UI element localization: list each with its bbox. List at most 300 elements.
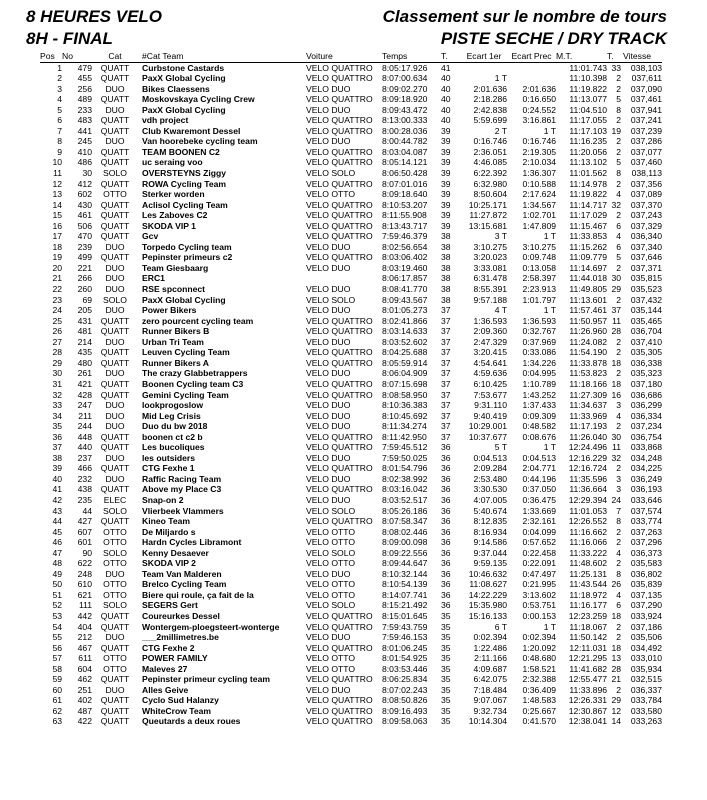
cell-laps: 37 [441, 400, 451, 411]
cell-cat: QUATT [100, 389, 130, 400]
cell-no: 233 [77, 104, 92, 115]
cell-speed: 036,686 [630, 389, 662, 400]
cell-best-lap: 11:14.697 [569, 262, 607, 273]
table-row [40, 337, 662, 348]
ranking-title: Classement sur le nombre de tours [382, 7, 667, 26]
cell-no: 622 [77, 558, 92, 569]
cell-best-lap: 11:14.978 [569, 178, 607, 189]
cell-speed: 035,583 [630, 558, 662, 569]
cell-best-lap-no: 2 [616, 632, 621, 643]
table-row [40, 611, 662, 622]
cell-best-lap-no: 4 [616, 410, 621, 421]
cell-best-lap: 12:21.295 [568, 653, 607, 664]
cell-no: 480 [77, 357, 92, 368]
cell-speed: 033,924 [630, 610, 662, 621]
cell-laps: 38 [441, 294, 451, 305]
cell-speed: 037,243 [630, 210, 662, 221]
cell-cat: QUATT [100, 231, 130, 242]
cell-temps: 7:59:45.512 [382, 442, 428, 453]
cell-best-lap: 11:33.853 [569, 231, 607, 242]
cell-gap-prev: 1:20.092 [522, 642, 556, 653]
cell-pos: 36 [52, 431, 62, 442]
cell-no: 248 [77, 568, 92, 579]
cell-laps: 37 [441, 315, 451, 326]
table-row [40, 400, 662, 411]
cell-best-lap-no: 3 [616, 400, 621, 411]
cell-voiture: VELO OTTO [306, 558, 356, 569]
cell-no: 499 [77, 252, 92, 263]
cell-voiture: VELO QUATTRO [306, 94, 373, 105]
cell-speed: 036,193 [630, 484, 662, 495]
cell-speed: 037,234 [630, 421, 662, 432]
cell-no: 462 [77, 674, 92, 685]
table-row [40, 706, 662, 717]
cell-no: 260 [77, 284, 92, 295]
cell-speed: 036,704 [630, 326, 662, 337]
cell-temps: 8:01:05.273 [382, 305, 428, 316]
cell-best-lap-no: 28 [611, 326, 621, 337]
cell-laps: 39 [441, 125, 451, 136]
cell-team: POWER FAMILY [142, 653, 208, 664]
cell-cat: QUATT [100, 199, 130, 210]
cell-best-lap: 11:25.131 [569, 568, 607, 579]
cell-voiture: VELO DUO [306, 336, 351, 347]
cell-best-lap-no: 4 [616, 189, 621, 200]
cell-team: Club Kwaremont Dessel [142, 125, 241, 136]
cell-speed: 035,815 [630, 273, 662, 284]
cell-team: CTG Fexhe 2 [142, 642, 195, 653]
cell-cat: DUO [105, 452, 125, 463]
cell-gap-first: 4:09.687 [473, 663, 507, 674]
table-row [40, 716, 662, 727]
table-row [40, 316, 662, 327]
cell-voiture: VELO QUATTRO [306, 73, 373, 84]
cell-best-lap: 11:43.544 [569, 579, 607, 590]
table-row [40, 326, 662, 337]
table-row [40, 695, 662, 706]
table-row [40, 558, 662, 569]
cell-voiture: VELO QUATTRO [306, 210, 373, 221]
cell-temps: 8:10:53.207 [382, 199, 428, 210]
cell-temps: 8:09:43.472 [382, 104, 428, 115]
cell-team: Maleves 27 [142, 663, 188, 674]
cell-speed: 038,113 [631, 168, 662, 179]
table-row [40, 600, 662, 611]
cell-best-lap-no: 4 [616, 589, 621, 600]
cell-voiture: VELO QUATTRO [306, 220, 373, 231]
cell-gap-prev: 0:09.309 [522, 410, 556, 421]
cell-best-lap: 11:53.823 [569, 368, 607, 379]
cell-pos: 16 [52, 220, 62, 231]
cell-temps: 8:15:21.492 [382, 600, 428, 611]
cell-pos: 9 [57, 146, 62, 157]
cell-gap-first: 3:20.415 [473, 347, 507, 358]
cell-gap-prev: 1:34.226 [522, 357, 556, 368]
cell-cat: QUATT [100, 463, 130, 474]
cell-team: Duo du bw 2018 [142, 421, 208, 432]
col-header-voiture: Voiture [306, 51, 333, 61]
cell-gap-first: 8:12.835 [473, 516, 507, 527]
cell-gap-first: 2 T [494, 125, 507, 136]
cell-voiture: VELO DUO [306, 136, 351, 147]
table-row [40, 653, 662, 664]
cell-team: The crazy Glabbetrappers [142, 368, 248, 379]
cell-voiture: VELO OTTO [306, 189, 356, 200]
cell-speed: 033,774 [630, 516, 662, 527]
cell-gap-prev [507, 62, 556, 73]
cell-voiture: VELO DUO [306, 452, 351, 463]
cell-cat: DUO [105, 305, 125, 316]
cell-laps: 38 [441, 273, 451, 284]
cell-no: 487 [77, 705, 92, 716]
cell-best-lap-no: 14 [611, 716, 621, 727]
cell-gap-first: 8:50.604 [473, 189, 507, 200]
cell-pos: 44 [52, 516, 62, 527]
cell-no: 237 [77, 452, 92, 463]
cell-voiture: VELO DUO [306, 632, 351, 643]
cell-voiture: VELO OTTO [306, 537, 356, 548]
cell-gap-prev: 0:41.570 [522, 716, 556, 727]
cell-gap-first: 8:16.934 [473, 526, 507, 537]
cell-voiture: VELO DUO [306, 421, 351, 432]
cell-temps: 8:02:41.866 [382, 315, 428, 326]
cell-laps: 35 [441, 705, 451, 716]
cell-no: 221 [77, 262, 92, 273]
cell-temps: 8:01:54.925 [382, 653, 428, 664]
cell-voiture: VELO QUATTRO [306, 389, 373, 400]
cell-no: 489 [77, 94, 92, 105]
cell-gap-prev: 0:48.582 [522, 421, 556, 432]
cell-best-lap: 11:16.662 [569, 526, 607, 537]
cell-laps: 38 [441, 284, 451, 295]
cell-best-lap-no: 6 [616, 600, 621, 611]
cell-voiture: VELO DUO [306, 410, 351, 421]
cell-gap-first: 10:29.001 [468, 421, 507, 432]
cell-best-lap-no: 8 [616, 104, 621, 115]
cell-pos: 55 [52, 632, 62, 643]
cell-pos: 4 [57, 94, 62, 105]
table-row [40, 200, 662, 211]
cell-speed: 033,784 [630, 695, 662, 706]
cell-pos: 52 [52, 600, 62, 611]
cell-voiture: VELO QUATTRO [306, 252, 373, 263]
cell-laps: 35 [441, 663, 451, 674]
table-row [40, 474, 662, 485]
cell-voiture: VELO QUATTRO [306, 621, 373, 632]
cell-laps: 40 [441, 94, 451, 105]
cell-no: 441 [77, 125, 92, 136]
col-header-speed: Vitesse [623, 51, 652, 61]
cell-cat: QUATT [100, 716, 130, 727]
cell-speed: 037,941 [630, 104, 662, 115]
cell-team: Vlierbeek Vlammers [142, 505, 224, 516]
cell-best-lap: 12:16.724 [568, 463, 607, 474]
cell-no: 247 [77, 400, 92, 411]
cell-speed: 037,371 [630, 262, 662, 273]
cell-team: Above my Place C3 [142, 484, 222, 495]
cell-best-lap-no: 2 [616, 368, 621, 379]
cell-voiture: VELO QUATTRO [306, 347, 373, 358]
cell-gap-prev: 0:21.995 [522, 579, 556, 590]
cell-temps: 8:10:45.692 [382, 410, 428, 421]
cell-best-lap: 11:10.398 [569, 73, 607, 84]
cell-no: 621 [77, 589, 92, 600]
cell-gap-prev: 1 T [543, 125, 556, 136]
cell-no: 455 [77, 73, 92, 84]
table-row [40, 273, 662, 284]
cell-voiture: VELO DUO [306, 241, 351, 252]
cell-best-lap-no: 8 [616, 168, 621, 179]
cell-gap-prev: 0:16.746 [522, 136, 556, 147]
cell-gap-first: 6:22.392 [473, 168, 507, 179]
table-row [40, 284, 662, 295]
cell-speed: 037,611 [631, 73, 662, 84]
cell-cat: DUO [105, 684, 125, 695]
cell-no: 604 [77, 663, 92, 674]
cell-cat: OTTO [103, 189, 127, 200]
cell-voiture: VELO QUATTRO [306, 695, 373, 706]
table-row [40, 136, 662, 147]
cell-speed: 037,089 [630, 189, 662, 200]
cell-pos: 63 [52, 716, 62, 727]
cell-pos: 41 [52, 484, 62, 495]
cell-no: 239 [77, 241, 92, 252]
cell-laps: 39 [441, 136, 451, 147]
cell-pos: 23 [52, 294, 62, 305]
cell-gap-first: 7:53.677 [473, 389, 507, 400]
event-title: 8 HEURES VELO [26, 7, 163, 26]
cell-temps: 8:03:52.517 [382, 494, 428, 505]
cell-speed: 036,340 [630, 231, 662, 242]
cell-speed: 037,646 [630, 252, 662, 263]
cell-team: PaxX Global Cycling [142, 104, 226, 115]
cell-voiture: VELO OTTO [306, 589, 356, 600]
cell-voiture: VELO QUATTRO [306, 231, 373, 242]
cell-voiture: VELO DUO [306, 494, 351, 505]
cell-speed: 036,802 [630, 568, 662, 579]
cell-best-lap-no: 2 [616, 463, 621, 474]
cell-best-lap: 11:18.166 [569, 378, 607, 389]
table-row [40, 358, 662, 369]
cell-cat: QUATT [100, 347, 130, 358]
table-row [40, 147, 662, 158]
cell-best-lap-no: 32 [611, 452, 621, 463]
cell-no: 212 [77, 632, 92, 643]
cell-laps: 36 [441, 442, 451, 453]
cell-best-lap-no: 2 [616, 178, 621, 189]
cell-best-lap-no: 2 [616, 336, 621, 347]
cell-voiture: VELO DUO [306, 684, 351, 695]
cell-voiture: VELO OTTO [306, 579, 356, 590]
table-row [40, 442, 662, 453]
cell-best-lap-no: 11 [612, 442, 621, 453]
cell-gap-first: 5 T [494, 442, 507, 453]
cell-best-lap-no: 16 [611, 389, 621, 400]
cell-team: WhiteCrow Team [142, 705, 212, 716]
cell-temps: 8:02:38.992 [382, 473, 428, 484]
cell-speed: 035,305 [630, 347, 662, 358]
cell-team: vdh project [142, 115, 189, 126]
cell-team: De Miljardo s [142, 526, 196, 537]
cell-no: 440 [77, 442, 92, 453]
cell-pos: 7 [57, 125, 62, 136]
cell-voiture: VELO SOLO [306, 505, 356, 516]
table-row [40, 157, 662, 168]
cell-gap-first: 3:10.275 [473, 241, 507, 252]
cell-temps: 8:09:18.920 [382, 94, 428, 105]
cell-cat: QUATT [100, 62, 130, 73]
cell-best-lap: 11:50.957 [569, 315, 607, 326]
cell-temps: 8:02:56.654 [382, 241, 428, 252]
cell-gap-prev: 1:34.567 [522, 199, 556, 210]
cell-laps: 35 [441, 684, 451, 695]
cell-gap-first: 3:20.023 [473, 252, 507, 263]
cell-pos: 14 [52, 199, 62, 210]
cell-team: Gcv [142, 231, 159, 242]
cell-gap-prev: 2:32.161 [522, 516, 556, 527]
cell-best-lap-no: 2 [616, 558, 621, 569]
cell-cat: QUATT [100, 125, 130, 136]
table-row [40, 495, 662, 506]
cell-gap-prev: 0:22.458 [522, 547, 556, 558]
cell-pos: 3 [57, 83, 62, 94]
cell-laps: 36 [441, 558, 451, 569]
cell-team: TEAM BOONEN C2 [142, 146, 220, 157]
cell-cat: DUO [105, 568, 125, 579]
cell-best-lap-no: 2 [616, 526, 621, 537]
cell-no: 461 [77, 210, 92, 221]
cell-gap-first: 3:33.081 [473, 262, 507, 273]
cell-voiture: VELO QUATTRO [306, 146, 373, 157]
cell-temps: 8:06:04.909 [382, 368, 428, 379]
cell-best-lap-no: 5 [616, 252, 621, 263]
table-row [40, 484, 662, 495]
cell-best-lap: 11:15.467 [569, 220, 607, 231]
cell-gap-prev: 2:58.397 [522, 273, 556, 284]
cell-team: Coureurkes Dessel [142, 610, 220, 621]
cell-voiture: VELO QUATTRO [306, 199, 373, 210]
cell-pos: 18 [52, 241, 62, 252]
cell-gap-first: 11:27.872 [469, 210, 507, 221]
cell-pos: 42 [52, 494, 62, 505]
cell-temps: 8:05:26.186 [382, 505, 428, 516]
cell-laps: 37 [441, 389, 451, 400]
cell-gap-first: 7:18.484 [473, 684, 507, 695]
table-row [40, 463, 662, 474]
cell-gap-prev: 0:47.497 [522, 568, 556, 579]
table-row [40, 569, 662, 580]
cell-pos: 59 [52, 674, 62, 685]
table-row [40, 84, 662, 95]
cell-cat: OTTO [103, 653, 127, 664]
cell-temps: 8:15:01.645 [382, 610, 428, 621]
cell-temps: 8:08:58.950 [382, 389, 428, 400]
cell-no: 611 [78, 653, 92, 664]
cell-laps: 41 [441, 62, 451, 73]
cell-speed: 037,286 [630, 136, 662, 147]
cell-best-lap-no: 2 [616, 73, 621, 84]
cell-best-lap-no: 6 [616, 241, 621, 252]
cell-best-lap-no: 8 [616, 516, 621, 527]
cell-cat: QUATT [100, 674, 130, 685]
cell-no: 256 [77, 83, 92, 94]
cell-laps: 36 [441, 494, 451, 505]
table-row [40, 73, 662, 84]
cell-gap-first: 10:14.304 [468, 716, 507, 727]
cell-gap-first: 6:32.980 [473, 178, 507, 189]
col-header-gap-prev: Ecart Prec [511, 51, 552, 61]
cell-gap-prev: 1 T [543, 231, 556, 242]
cell-best-lap: 11:27.309 [569, 389, 607, 400]
cell-team: Gemini Cycling Team [142, 389, 229, 400]
cell-speed: 036,334 [630, 410, 662, 421]
cell-temps: 8:03:52.602 [382, 336, 428, 347]
cell-cat: DUO [105, 410, 125, 421]
cell-speed: 037,432 [630, 294, 662, 305]
table-row [40, 432, 662, 443]
table-row [40, 105, 662, 116]
cell-cat: OTTO [103, 579, 127, 590]
cell-team: Bikes Claessens [142, 83, 210, 94]
table-row [40, 368, 662, 379]
table-row [40, 263, 662, 274]
cell-no: 448 [77, 431, 92, 442]
cell-gap-prev: 1:02.701 [522, 210, 556, 221]
cell-voiture: VELO DUO [306, 368, 351, 379]
cell-best-lap: 12:26.552 [568, 516, 607, 527]
cell-team: Runner Bikers A [142, 357, 210, 368]
cell-team: SEGERS Gert [142, 600, 198, 611]
cell-gap-prev: 2:19.305 [522, 146, 556, 157]
cell-laps: 37 [441, 305, 451, 316]
cell-laps: 39 [441, 157, 451, 168]
cell-team: ___2millimetres.be [142, 632, 219, 643]
cell-best-lap: 11:17.029 [569, 210, 607, 221]
cell-best-lap-no: 18 [611, 642, 621, 653]
table-row [40, 126, 662, 137]
cell-voiture: VELO DUO [306, 473, 351, 484]
cell-best-lap-no: 5 [616, 94, 621, 105]
cell-temps: 8:09:43.567 [382, 294, 428, 305]
cell-gap-prev [507, 73, 556, 84]
cell-cat: QUATT [100, 315, 130, 326]
cell-cat: DUO [105, 83, 125, 94]
cell-speed: 033,646 [630, 494, 662, 505]
cell-no: 410 [77, 146, 92, 157]
cell-best-lap: 11:16.177 [569, 600, 607, 611]
cell-best-lap-no: 7 [616, 505, 621, 516]
cell-team: CTG Fexhe 1 [142, 463, 195, 474]
cell-best-lap-no: 2 [616, 421, 621, 432]
cell-laps: 38 [441, 241, 451, 252]
cell-temps: 8:03:19.460 [382, 262, 428, 273]
table-row [40, 390, 662, 401]
cell-speed: 037,461 [630, 94, 662, 105]
cell-gap-first: 9:57.188 [473, 294, 507, 305]
cell-gap-first: 15:35.980 [468, 600, 507, 611]
cell-best-lap-no: 4 [616, 231, 621, 242]
cell-laps: 36 [441, 568, 451, 579]
cell-best-lap: 11:09.779 [569, 252, 607, 263]
cell-team: lookprogoslow [142, 400, 204, 411]
cell-pos: 47 [52, 547, 62, 558]
cell-voiture: VELO QUATTRO [306, 674, 373, 685]
cell-best-lap-no: 26 [611, 579, 621, 590]
cell-temps: 8:05:59.914 [382, 357, 428, 368]
cell-temps: 8:09:22.556 [382, 547, 428, 558]
cell-best-lap-no: 2 [616, 210, 621, 221]
cell-temps: 8:10:32.144 [382, 568, 428, 579]
